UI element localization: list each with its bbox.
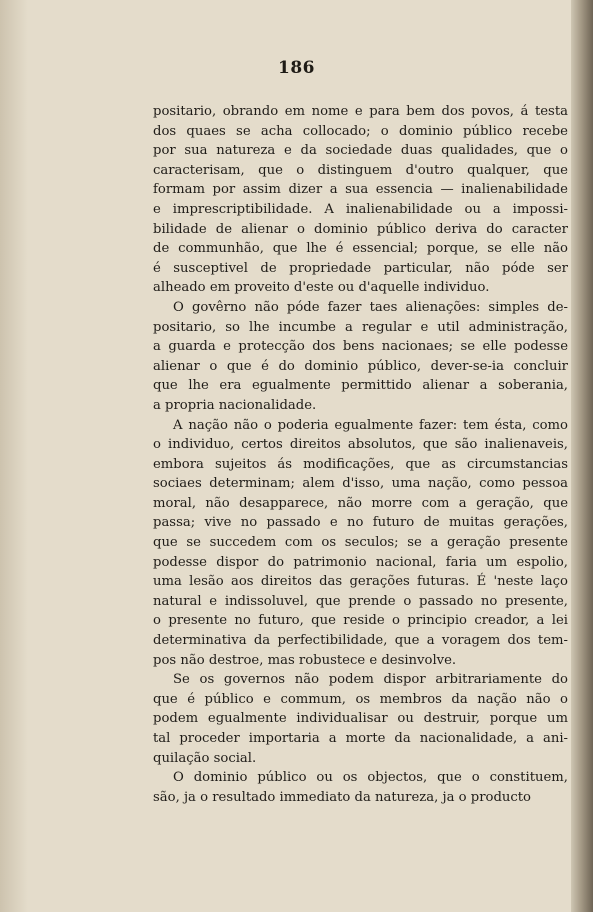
paragraph bbox=[153, 670, 568, 768]
text-line: o presente no futuro, que reside o principio creador, a lei bbox=[153, 613, 568, 629]
text-line: é susceptivel de propriedade particular, não póde ser bbox=[153, 260, 568, 276]
text-line: determinativa da perfectibilidade, que a voragem dos tem- bbox=[153, 633, 568, 649]
page-edge bbox=[571, 0, 593, 912]
paragraph bbox=[153, 102, 568, 298]
text-line: dos quaes se acha collocado; o dominio público recebe bbox=[153, 123, 568, 139]
text-line: formam por assim dizer a sua essencia — inalienabilidade bbox=[153, 182, 568, 198]
text-line: por sua natureza e da sociedade duas qualidades, que o bbox=[153, 143, 568, 159]
text-line: sociaes determinam; alem d'isso, uma nação, como pessoa bbox=[153, 476, 568, 492]
gutter-shadow bbox=[0, 0, 28, 912]
text-line: que se succedem com os seculos; se a geração presente bbox=[153, 535, 568, 551]
text-line: passa; vive no passado e no futuro de muitas gerações, bbox=[153, 515, 568, 531]
text-line: Se os governos não podem dispor arbitrariamente do bbox=[173, 672, 568, 688]
text-line: podesse dispor do patrimonio nacional, faria um espolio, bbox=[153, 554, 568, 570]
text-line: natural e indissoluvel, que prende o passado no presente, bbox=[153, 593, 568, 609]
paragraph bbox=[153, 298, 568, 416]
text-line: e imprescriptibilidade. A inalienabilidade ou a impossi- bbox=[153, 201, 568, 217]
text-line: que lhe era egualmente permittido alienar a soberania, bbox=[153, 378, 568, 394]
text-line: a propria nacionalidade. bbox=[153, 397, 317, 413]
text-line: de communhão, que lhe é essencial; porque, se elle não bbox=[153, 241, 568, 257]
text-line: o individuo, certos direitos absolutos, que são inalienaveis, bbox=[153, 437, 568, 453]
text-line: são, ja o resultado immediato da natureza, ja o producto bbox=[153, 789, 532, 805]
page-number: 186 bbox=[278, 58, 315, 78]
paragraph bbox=[153, 416, 568, 671]
text-line: a guarda e protecção dos bens nacionaes; se elle podesse bbox=[153, 339, 568, 355]
text-line: alheado em proveito d'este ou d'aquelle individuo. bbox=[153, 280, 490, 296]
text-line: que é público e commum, os membros da nação não o bbox=[153, 691, 568, 707]
text-line: alienar o que é do dominio público, dever-se-ia concluir bbox=[153, 358, 568, 374]
text-line: podem egualmente individualisar ou destruir, porque um bbox=[153, 711, 568, 727]
text-line: positario, obrando em nome e para bem dos povos, á testa bbox=[153, 104, 568, 119]
text-line: O govêrno não póde fazer taes alienações: simples de- bbox=[173, 299, 568, 315]
text-line: quilação social. bbox=[153, 750, 257, 766]
text-line: moral, não desapparece, não morre com a geração, que bbox=[153, 495, 568, 511]
paragraph bbox=[153, 768, 568, 807]
text-line: bilidade de alienar o dominio público deriva do caracter bbox=[153, 221, 568, 237]
text-line: tal proceder importaria a morte da nacionalidade, a ani- bbox=[153, 731, 568, 746]
text-line: uma lesão aos direitos das gerações futuras. É 'neste laço bbox=[153, 574, 568, 590]
text-line: caracterisam, que o distinguem d'outro qualquer, que bbox=[153, 162, 568, 178]
text-line: O dominio público ou os objectos, que o constituem, bbox=[173, 770, 568, 786]
body-text bbox=[153, 102, 568, 807]
text-line: pos não destroe, mas robustece e desinvolve. bbox=[153, 652, 457, 668]
text-line: embora sujeitos ás modificações, que as circumstancias bbox=[153, 456, 568, 472]
text-line: A nação não o poderia egualmente fazer: tem ésta, como bbox=[173, 417, 568, 433]
text-line: positario, so lhe incumbe a regular e util administração, bbox=[153, 319, 568, 335]
